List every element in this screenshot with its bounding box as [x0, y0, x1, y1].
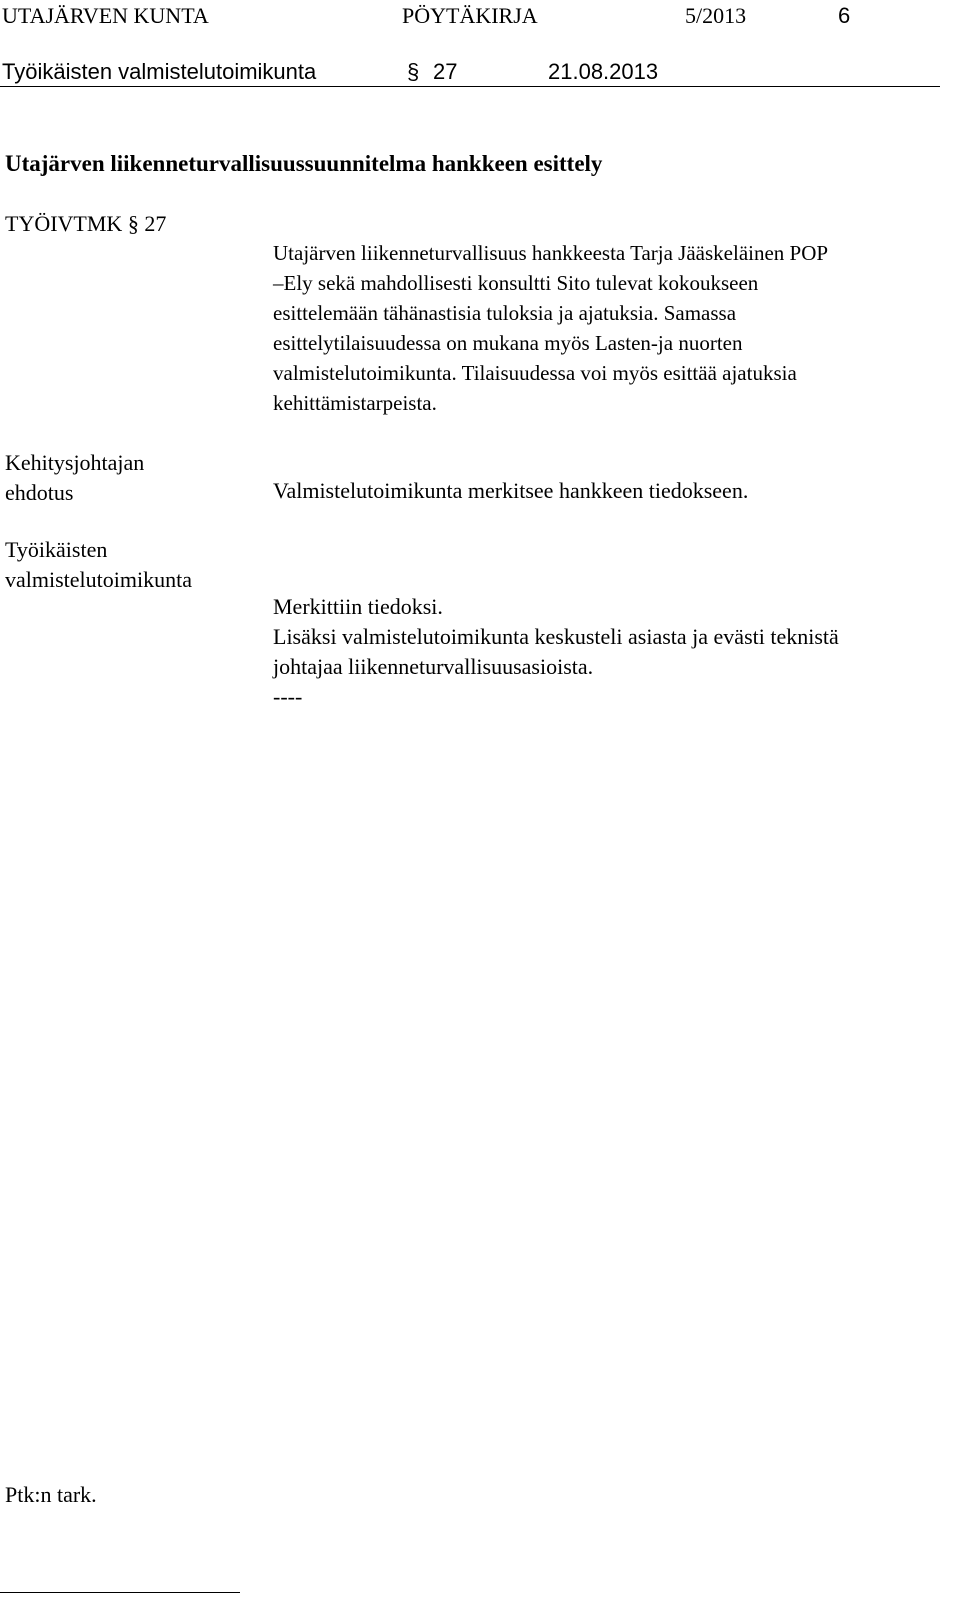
header-divider — [0, 86, 940, 87]
decision-line: ---- — [273, 684, 303, 709]
description-line: esittelytilaisuudessa on mukana myös Lasten-ja nuorten — [273, 331, 743, 355]
org-name: UTAJÄRVEN KUNTA — [2, 3, 209, 28]
item-description — [273, 238, 828, 418]
header-section-symbol: § — [407, 59, 420, 84]
proposal-label-line: Kehitysjohtajan — [5, 450, 145, 475]
decision-line: Merkittiin tiedoksi. — [273, 594, 443, 619]
description-line: Utajärven liikenneturvallisuus hankkeesta Tarja Jääskeläinen POP — [273, 241, 829, 265]
ref-number: 27 — [144, 211, 167, 236]
page-number: 6 — [838, 3, 851, 28]
header-section-number: 27 — [433, 59, 458, 84]
description-line: esittelemään tähänastisia tuloksia ja ajatuksia. Samassa — [273, 301, 737, 325]
description-line: valmistelutoimikunta. Tilaisuudessa voi myös esittää ajatuksia — [273, 361, 797, 385]
item-title: Utajärven liikenneturvallisuussuunnitelma hankkeen esittely — [5, 151, 603, 176]
item-reference — [5, 211, 166, 237]
proposal-label-line: ehdotus — [5, 480, 74, 505]
proposal-text: Valmistelutoimikunta merkitsee hankkeen tiedokseen. — [273, 478, 749, 503]
proposal-label — [5, 448, 144, 508]
decision-label — [5, 535, 192, 595]
header-date: 21.08.2013 — [548, 59, 659, 84]
ref-symbol: § — [127, 211, 139, 236]
description-line: –Ely sekä mahdollisesti konsultti Sito tulevat kokoukseen — [273, 271, 759, 295]
decision-text — [273, 592, 839, 712]
decision-label-line: valmistelutoimikunta — [5, 567, 192, 592]
description-line: kehittämistarpeista. — [273, 391, 437, 415]
minutes-check-label: Ptk:n tark. — [5, 1482, 97, 1507]
signature-line — [0, 1592, 240, 1593]
decision-label-line: Työikäisten — [5, 537, 108, 562]
doc-number: 5/2013 — [685, 3, 747, 28]
doc-type: PÖYTÄKIRJA — [402, 3, 538, 28]
decision-line: Lisäksi valmistelutoimikunta keskusteli asiasta ja evästi teknistä — [273, 624, 839, 649]
header-committee: Työikäisten valmistelutoimikunta — [2, 59, 317, 84]
decision-line: johtajaa liikenneturvallisuusasioista. — [273, 654, 594, 679]
ref-label: TYÖIVTMK — [5, 211, 123, 236]
